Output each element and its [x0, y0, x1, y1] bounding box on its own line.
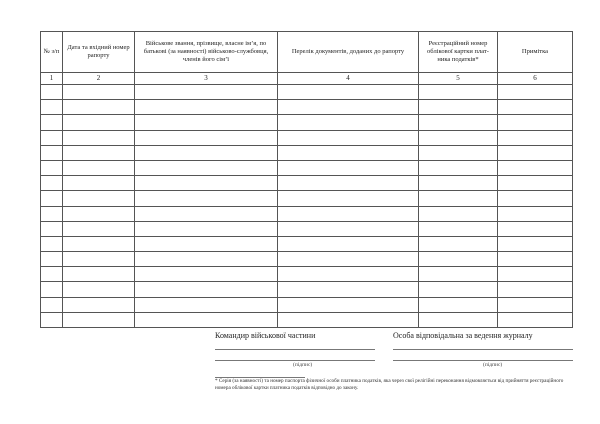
- column-number: 6: [498, 73, 573, 85]
- table-cell[interactable]: [63, 267, 135, 282]
- signature-line: [215, 360, 375, 361]
- table-cell[interactable]: [278, 130, 419, 145]
- table-cell[interactable]: [135, 236, 278, 251]
- table-cell[interactable]: [498, 100, 573, 115]
- table-row: [41, 130, 573, 145]
- table-cell[interactable]: [135, 85, 278, 100]
- table-cell[interactable]: [419, 160, 498, 175]
- signature-line: [215, 349, 375, 350]
- table-cell[interactable]: [278, 160, 419, 175]
- table-cell[interactable]: [41, 130, 63, 145]
- table-cell[interactable]: [41, 252, 63, 267]
- table-row: [41, 100, 573, 115]
- table-cell[interactable]: [63, 252, 135, 267]
- responsible-title: Особа відповідальна за ведення журналу: [393, 331, 533, 340]
- table-cell[interactable]: [498, 297, 573, 312]
- table-cell[interactable]: [419, 130, 498, 145]
- table-cell[interactable]: [419, 176, 498, 191]
- responsible-signature-block: [393, 331, 573, 375]
- table-cell[interactable]: [135, 206, 278, 221]
- table-cell[interactable]: [278, 145, 419, 160]
- table-cell[interactable]: [63, 191, 135, 206]
- table-cell[interactable]: [498, 267, 573, 282]
- table-cell[interactable]: [278, 252, 419, 267]
- table-row: [41, 145, 573, 160]
- table-row: [41, 176, 573, 191]
- table-cell[interactable]: [278, 176, 419, 191]
- signature-caption: (підпис): [483, 362, 503, 368]
- column-number: 4: [278, 73, 419, 85]
- table-cell[interactable]: [63, 130, 135, 145]
- commander-signature-block: [215, 331, 375, 375]
- table-cell[interactable]: [498, 312, 573, 327]
- table-cell[interactable]: [63, 282, 135, 297]
- table-row: [41, 297, 573, 312]
- table-row: [41, 115, 573, 130]
- signature-line: [393, 360, 573, 361]
- table-cell[interactable]: [135, 145, 278, 160]
- column-number: 2: [63, 73, 135, 85]
- register-table: [40, 31, 573, 328]
- table-cell[interactable]: [498, 191, 573, 206]
- table-body: [41, 85, 573, 328]
- table-cell[interactable]: [498, 130, 573, 145]
- table-cell[interactable]: [63, 206, 135, 221]
- table-cell[interactable]: [135, 176, 278, 191]
- table-cell[interactable]: [419, 297, 498, 312]
- table-cell[interactable]: [63, 160, 135, 175]
- table-cell[interactable]: [419, 115, 498, 130]
- table-cell[interactable]: [63, 100, 135, 115]
- table-cell[interactable]: [419, 206, 498, 221]
- table-cell[interactable]: [419, 236, 498, 251]
- table-cell[interactable]: [63, 297, 135, 312]
- table-cell[interactable]: [278, 115, 419, 130]
- signature-caption: (підпис): [293, 362, 313, 368]
- column-number-row: [41, 73, 573, 85]
- table-cell[interactable]: [41, 312, 63, 327]
- header-index: № з/п: [41, 32, 63, 73]
- table-row: [41, 206, 573, 221]
- signature-section: [215, 331, 575, 375]
- table-cell[interactable]: [278, 221, 419, 236]
- table-cell[interactable]: [41, 85, 63, 100]
- table-row: [41, 236, 573, 251]
- table-cell[interactable]: [135, 160, 278, 175]
- table-cell[interactable]: [278, 312, 419, 327]
- table-cell[interactable]: [498, 282, 573, 297]
- commander-title: Командир військової частини: [215, 331, 316, 340]
- table-cell[interactable]: [135, 115, 278, 130]
- table-cell[interactable]: [41, 176, 63, 191]
- table-cell[interactable]: [135, 130, 278, 145]
- table-cell[interactable]: [419, 100, 498, 115]
- table-cell[interactable]: [278, 191, 419, 206]
- table-cell[interactable]: [498, 176, 573, 191]
- table-cell[interactable]: [41, 236, 63, 251]
- table-cell[interactable]: [419, 191, 498, 206]
- table-cell[interactable]: [278, 206, 419, 221]
- header-date-number: Дата та вхідний номер рапорту: [63, 32, 135, 73]
- table-cell[interactable]: [135, 267, 278, 282]
- table-cell[interactable]: [498, 160, 573, 175]
- table-cell[interactable]: [419, 312, 498, 327]
- table-cell[interactable]: [63, 85, 135, 100]
- header-documents: Перелік документів, доданих до рапорту: [278, 32, 419, 73]
- table-cell[interactable]: [135, 191, 278, 206]
- table-cell[interactable]: [41, 100, 63, 115]
- table-cell[interactable]: [135, 312, 278, 327]
- table-cell[interactable]: [278, 282, 419, 297]
- column-number: 1: [41, 73, 63, 85]
- table-row: [41, 312, 573, 327]
- table-cell[interactable]: [135, 221, 278, 236]
- table-cell[interactable]: [41, 267, 63, 282]
- table-cell[interactable]: [278, 297, 419, 312]
- table-cell[interactable]: [41, 206, 63, 221]
- table-cell[interactable]: [278, 85, 419, 100]
- table-cell[interactable]: [419, 221, 498, 236]
- table-row: [41, 221, 573, 236]
- header-row: [41, 32, 573, 73]
- table-cell[interactable]: [498, 85, 573, 100]
- table-cell[interactable]: [278, 236, 419, 251]
- table-cell[interactable]: [419, 85, 498, 100]
- table-cell[interactable]: [63, 221, 135, 236]
- table-cell[interactable]: [135, 282, 278, 297]
- table-cell[interactable]: [419, 282, 498, 297]
- table-cell[interactable]: [63, 236, 135, 251]
- table-cell[interactable]: [498, 236, 573, 251]
- table-cell[interactable]: [41, 221, 63, 236]
- header-note: Примітка: [498, 32, 573, 73]
- table-cell[interactable]: [41, 191, 63, 206]
- column-number: 5: [419, 73, 498, 85]
- table-cell[interactable]: [419, 252, 498, 267]
- header-serviceman: Військове звання, прізвище, власне ім’я, по батькові (за наявності) військово-службовця, членів його сім’ї: [135, 32, 278, 73]
- table-cell[interactable]: [41, 115, 63, 130]
- table-cell[interactable]: [135, 100, 278, 115]
- table-cell[interactable]: [498, 115, 573, 130]
- table-cell[interactable]: [419, 145, 498, 160]
- table-cell[interactable]: [63, 176, 135, 191]
- table-cell[interactable]: [63, 312, 135, 327]
- footnote: * Серія (за наявності) та номер паспорта фізичної особи платника податків, яка через свої релігійні переконання відмовляється від прийняття реєстраційного номера облікової картки платника податків відповідно до закону.: [215, 378, 564, 391]
- column-number: 3: [135, 73, 278, 85]
- table-cell[interactable]: [498, 145, 573, 160]
- table-cell[interactable]: [63, 115, 135, 130]
- table-cell[interactable]: [278, 267, 419, 282]
- table-row: [41, 160, 573, 175]
- table-cell[interactable]: [498, 206, 573, 221]
- table-row: [41, 252, 573, 267]
- table-cell[interactable]: [63, 145, 135, 160]
- table-cell[interactable]: [41, 145, 63, 160]
- table-cell[interactable]: [135, 252, 278, 267]
- table-cell[interactable]: [498, 252, 573, 267]
- table-row: [41, 267, 573, 282]
- table-cell[interactable]: [135, 297, 278, 312]
- table-row: [41, 282, 573, 297]
- signature-line: [393, 349, 573, 350]
- table-cell[interactable]: [41, 282, 63, 297]
- table-cell[interactable]: [41, 297, 63, 312]
- table-cell[interactable]: [278, 100, 419, 115]
- table-cell[interactable]: [419, 267, 498, 282]
- table-cell[interactable]: [41, 160, 63, 175]
- table-row: [41, 191, 573, 206]
- table-cell[interactable]: [498, 221, 573, 236]
- table-row: [41, 85, 573, 100]
- header-tax-number: Реєстраційний номер облікової картки плат-ника податків*: [419, 32, 498, 73]
